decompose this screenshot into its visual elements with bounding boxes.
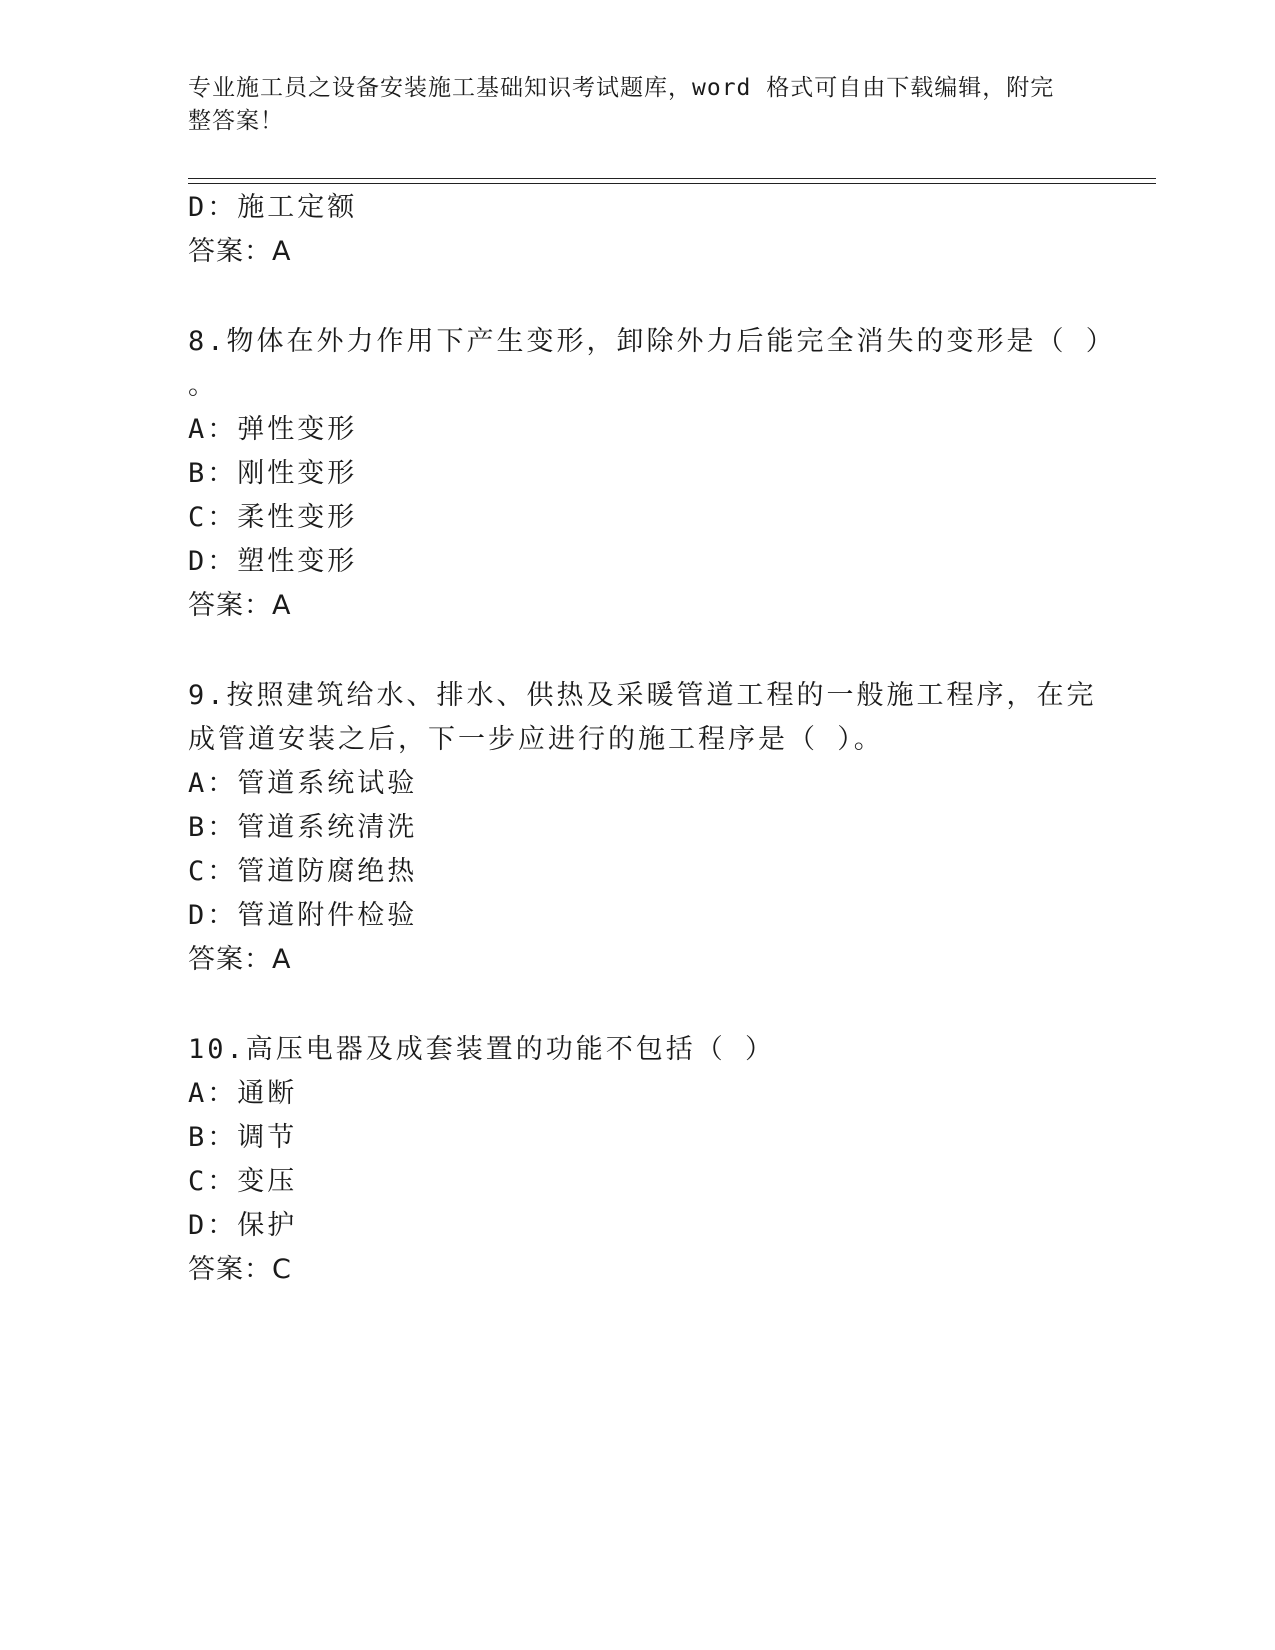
option-d: D：保护 [188, 1210, 298, 1241]
header-divider-bottom [188, 183, 1156, 184]
question-text: 9.按照建筑给水、排水、供热及采暖管道工程的一般施工程序，在完 [188, 680, 1097, 711]
document-header [188, 72, 1068, 138]
option-c: C：管道防腐绝热 [188, 856, 418, 887]
answer: 答案：A [188, 590, 292, 621]
option-d: D：塑性变形 [188, 546, 358, 577]
answer: 答案：C [188, 1254, 292, 1285]
header-line-1: 专业施工员之设备安装施工基础知识考试题库，word 格式可自由下载编辑，附完 [188, 75, 1055, 101]
option-c: C：变压 [188, 1166, 298, 1197]
option-d: D：施工定额 [188, 192, 358, 223]
question-text-continued: 。 [188, 370, 218, 401]
option-b: B：刚性变形 [188, 458, 358, 489]
option-d: D：管道附件检验 [188, 900, 418, 931]
option-c: C：柔性变形 [188, 502, 358, 533]
option-b: B：管道系统清洗 [188, 812, 418, 843]
option-b: B：调节 [188, 1122, 298, 1153]
question-text: 8.物体在外力作用下产生变形，卸除外力后能完全消失的变形是（ ） [188, 326, 1116, 357]
option-a: A：弹性变形 [188, 414, 358, 445]
option-a: A：通断 [188, 1078, 298, 1109]
answer: 答案：A [188, 236, 292, 267]
header-divider-top [188, 178, 1156, 179]
answer: 答案：A [188, 944, 292, 975]
header-line-2: 整答案！ [188, 108, 284, 134]
question-text-continued: 成管道安装之后，下一步应进行的施工程序是（ ）。 [188, 724, 884, 755]
question-text: 10.高压电器及成套装置的功能不包括（ ） [188, 1034, 776, 1065]
option-a: A：管道系统试验 [188, 768, 418, 799]
